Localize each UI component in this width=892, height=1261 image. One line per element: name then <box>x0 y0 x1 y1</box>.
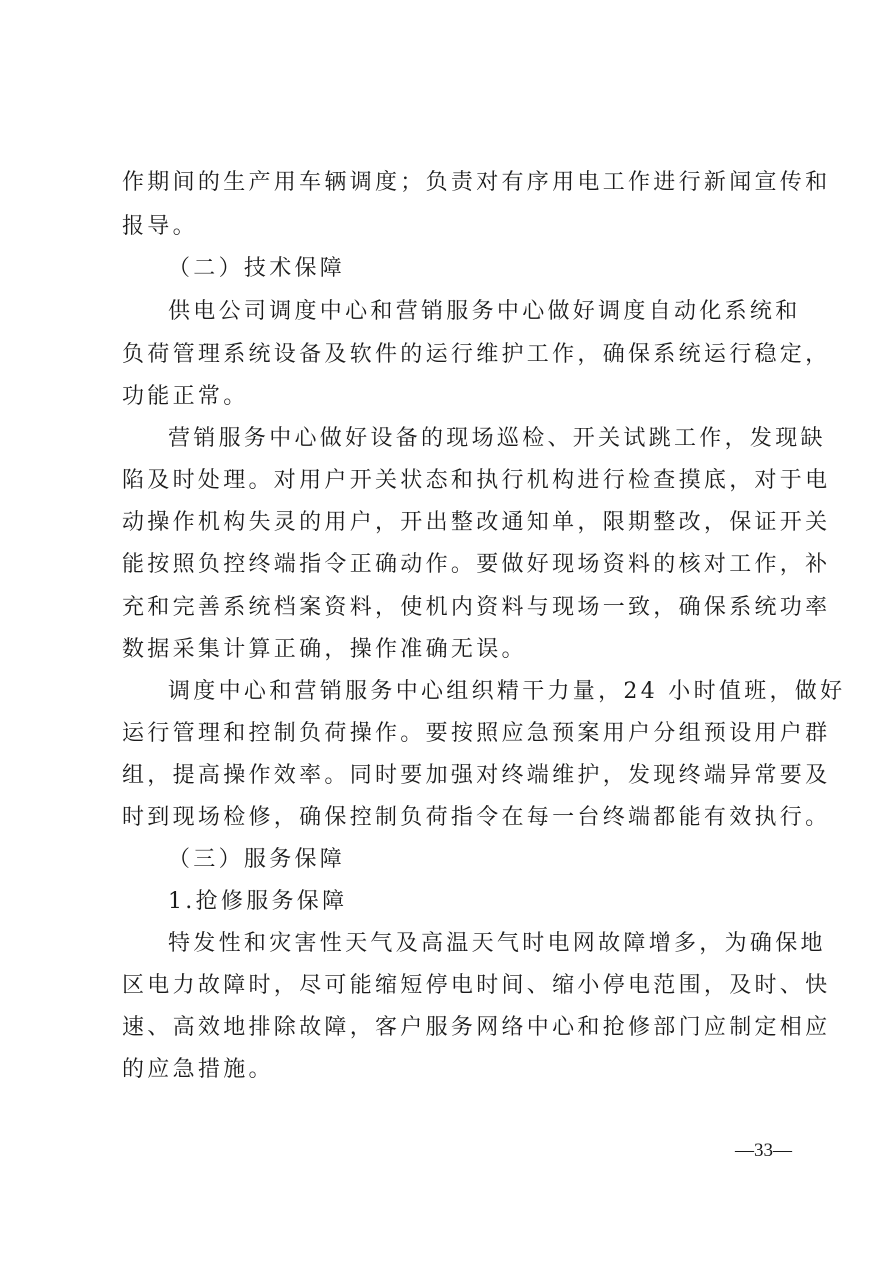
paragraph-line: 报导。 <box>122 214 198 239</box>
paragraph-line: 充和完善系统档案资料，使机内资料与现场一致，确保系统功率 <box>122 595 831 620</box>
paragraph-line: 的应急措施。 <box>122 1057 274 1082</box>
paragraph-line: 运行管理和控制负荷操作。要按照应急预案用户分组预设用户群 <box>122 721 831 746</box>
paragraph-line: 负荷管理系统设备及软件的运行维护工作，确保系统运行稳定， <box>122 342 831 367</box>
paragraph-line: 调度中心和营销服务中心组织精干力量，24 小时值班，做好 <box>168 679 846 704</box>
paragraph-line: 营销服务中心做好设备的现场巡检、开关试跳工作，发现缺 <box>168 426 826 451</box>
subsection-heading: 1.抢修服务保障 <box>168 889 348 914</box>
section-heading: （二）技术保障 <box>168 256 346 281</box>
paragraph-line: 数据采集计算正确，操作准确无误。 <box>122 637 527 662</box>
paragraph-line: 陷及时处理。对用户开关状态和执行机构进行检查摸底，对于电 <box>122 468 831 493</box>
section-heading: （三）服务保障 <box>168 847 346 872</box>
paragraph-line: 供电公司调度中心和营销服务中心做好调度自动化系统和 <box>168 299 801 324</box>
paragraph-line: 功能正常。 <box>122 384 249 409</box>
paragraph-line: 作期间的生产用车辆调度；负责对有序用电工作进行新闻宣传和 <box>122 170 831 195</box>
paragraph-line: 特发性和灾害性天气及高温天气时电网故障增多，为确保地 <box>168 931 826 956</box>
paragraph-line: 速、高效地排除故障，客户服务网络中心和抢修部门应制定相应 <box>122 1015 831 1040</box>
paragraph-line: 时到现场检修，确保控制负荷指令在每一台终端都能有效执行。 <box>122 805 831 830</box>
page-number: —33— <box>735 1140 792 1161</box>
paragraph-line: 动操作机构失灵的用户，开出整改通知单，限期整改，保证开关 <box>122 510 831 535</box>
paragraph-line: 区电力故障时，尽可能缩短停电时间、缩小停电范围，及时、快 <box>122 973 831 998</box>
paragraph-line: 能按照负控终端指令正确动作。要做好现场资料的核对工作，补 <box>122 552 831 577</box>
paragraph-line: 组，提高操作效率。同时要加强对终端维护，发现终端异常要及 <box>122 763 831 788</box>
